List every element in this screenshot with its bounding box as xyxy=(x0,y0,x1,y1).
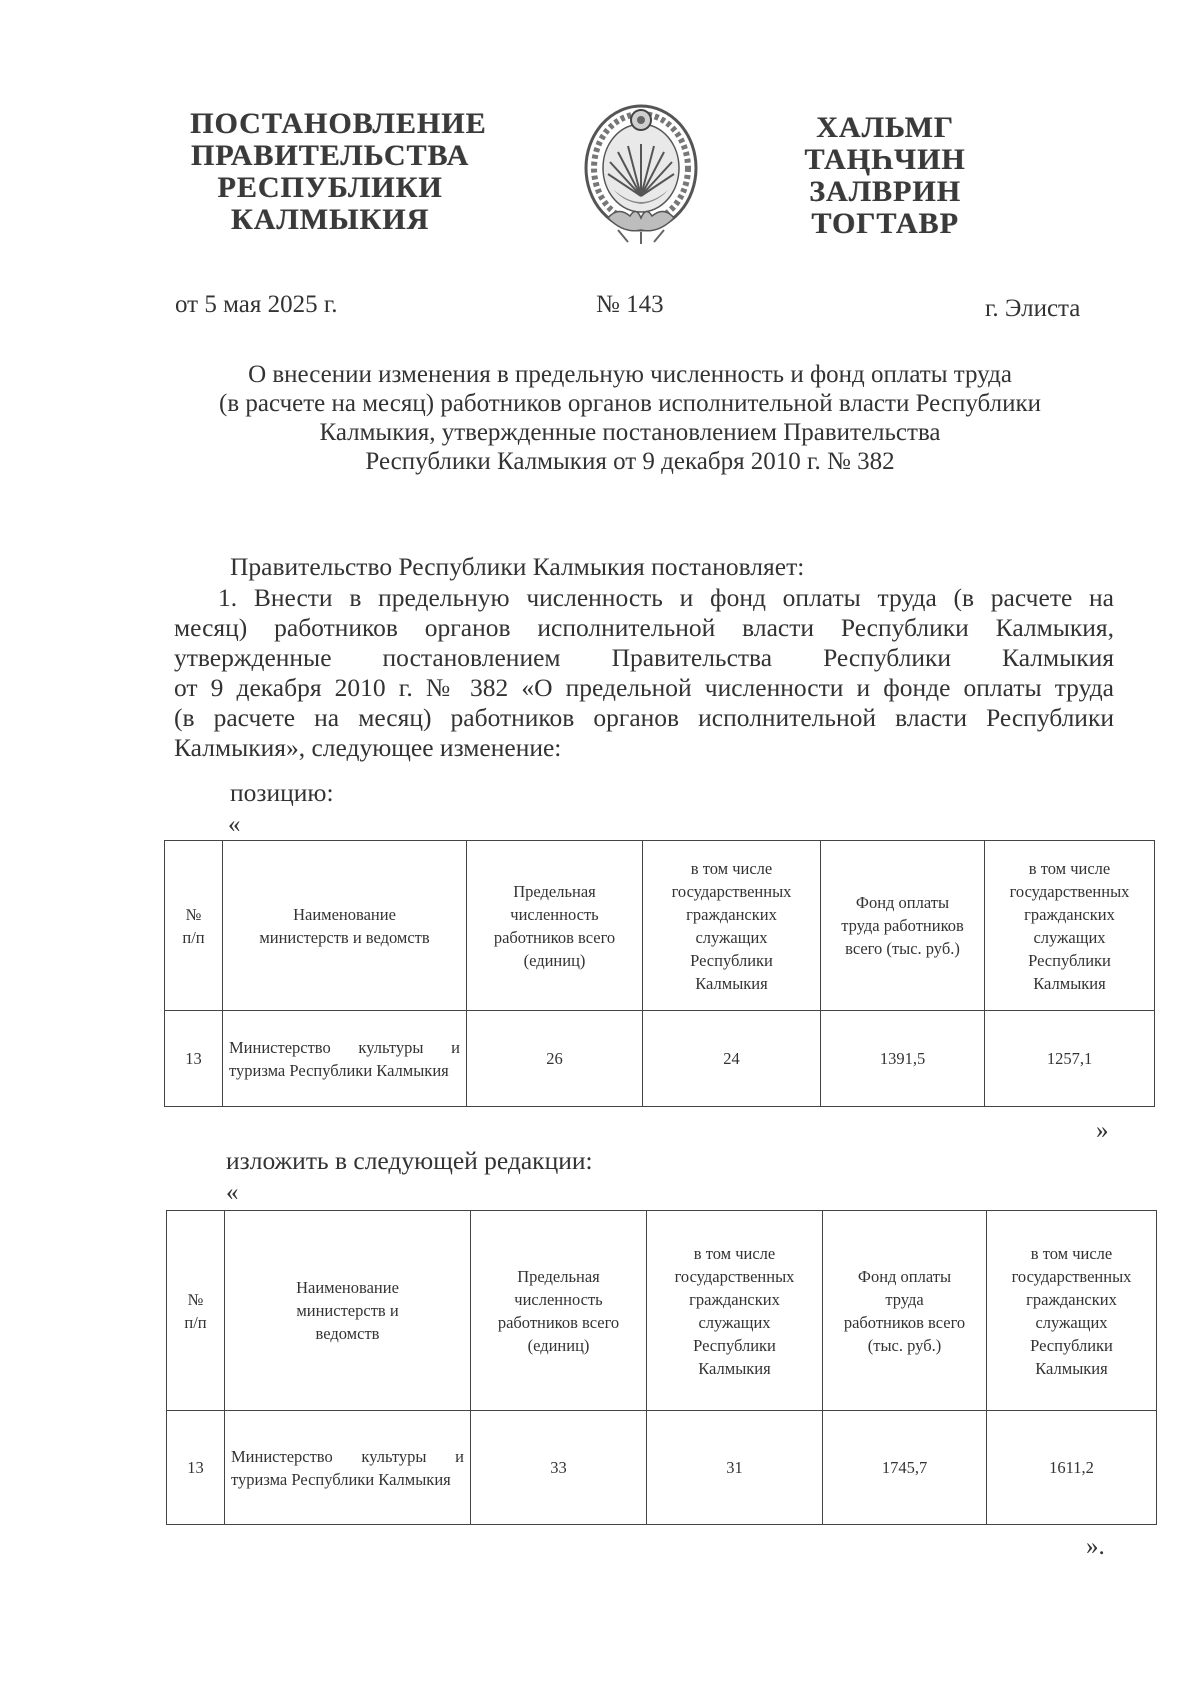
header-left-line: ПОСТАНОВЛЕНИЕ xyxy=(190,107,487,140)
table-row xyxy=(165,1011,1155,1107)
cell-payroll: 1745,7 xyxy=(823,1411,987,1525)
close-quote-1: » xyxy=(1096,1117,1109,1144)
paragraph-line: месяц) работников органов исполнительной власти Республики Калмыкия, xyxy=(174,613,1114,642)
cell-staff-limit: 26 xyxy=(467,1011,643,1107)
cell-payroll: 1391,5 xyxy=(821,1011,985,1107)
paragraph-line: Калмыкия», следующее изменение: xyxy=(174,733,562,762)
paragraph-line: утвержденные постановлением Правительства Республики Калмыкия xyxy=(174,643,1114,672)
document-title xyxy=(150,360,1110,476)
header-cell-payroll: Фонд оплаты труда работников всего (тыс. руб.) xyxy=(823,1211,987,1411)
cell-number: 13 xyxy=(165,1011,223,1107)
table-header-row xyxy=(165,841,1155,1011)
paragraph-line: 1. Внести в предельную численность и фонд оплаты труда (в расчете на xyxy=(218,583,1114,612)
cell-payroll-civil: 1257,1 xyxy=(985,1011,1155,1107)
header-right-line: ЗАЛВРИН xyxy=(809,175,961,208)
table-row xyxy=(167,1411,1157,1525)
cell-civil-servants: 24 xyxy=(643,1011,821,1107)
header-cell-payroll-civil: в том числе государственных гражданских служащих Республики Калмыкия xyxy=(985,841,1155,1011)
title-line: Республики Калмыкия от 9 декабря 2010 г. № 382 xyxy=(365,448,895,475)
title-line: Калмыкия, утвержденные постановлением Правительства xyxy=(319,419,941,446)
table-current-position xyxy=(164,840,1155,1107)
open-quote-1: « xyxy=(228,811,241,838)
cell-payroll-civil: 1611,2 xyxy=(987,1411,1157,1525)
table-header-row xyxy=(167,1211,1157,1411)
header-left-line: КАЛМЫКИЯ xyxy=(230,203,430,236)
header-left-title xyxy=(190,107,487,236)
document-date: от 5 мая 2025 г. xyxy=(175,291,338,318)
open-quote-2: « xyxy=(226,1179,239,1206)
header-right-line: ХАЛЬМГ xyxy=(816,111,954,144)
close-quote-2: ». xyxy=(1086,1533,1105,1560)
header-cell-payroll: Фонд оплаты труда работников всего (тыс. руб.) xyxy=(821,841,985,1011)
header-cell-number: № п/п xyxy=(165,841,223,1011)
intro-text: Правительство Республики Калмыкия постановляет: xyxy=(230,552,805,581)
cell-ministry-name: Министерство культуры и туризма Республики Калмыкия xyxy=(225,1411,471,1525)
header-cell-name: Наименование министерств и ведомств xyxy=(223,841,467,1011)
cell-ministry-name: Министерство культуры и туризма Республики Калмыкия xyxy=(223,1011,467,1107)
position-label: позицию: xyxy=(230,778,334,807)
document-city: г. Элиста xyxy=(985,295,1081,322)
cell-number: 13 xyxy=(167,1411,225,1525)
paragraph-line: от 9 декабря 2010 г. № 382 «О предельной численности и фонде оплаты труда xyxy=(174,673,1114,702)
cell-civil-servants: 31 xyxy=(647,1411,823,1525)
header-left-line: ПРАВИТЕЛЬСТВА xyxy=(190,139,470,172)
title-line: О внесении изменения в предельную численность и фонд оплаты труда xyxy=(248,361,1012,388)
header-right-line: ТОГТАВР xyxy=(811,207,959,240)
header-cell-payroll-civil: в том числе государственных гражданских служащих Республики Калмыкия xyxy=(987,1211,1157,1411)
replace-label: изложить в следующей редакции: xyxy=(226,1146,593,1175)
paragraph-1 xyxy=(174,583,1114,763)
title-line: (в расчете на месяц) работников органов исполнительной власти Республики xyxy=(219,390,1041,417)
cell-staff-limit: 33 xyxy=(471,1411,647,1525)
header-right-line: ТАҢҺЧИН xyxy=(804,143,966,176)
header-cell-staff-limit: Предельная численность работников всего (единиц) xyxy=(471,1211,647,1411)
paragraph-line: (в расчете на месяц) работников органов исполнительной власти Республики xyxy=(174,703,1114,732)
header-cell-civil-servants: в том числе государственных гражданских служащих Республики Калмыкия xyxy=(647,1211,823,1411)
document-number: № 143 xyxy=(596,291,664,318)
kalmykia-coat-of-arms-icon xyxy=(578,98,704,248)
header-cell-name: Наименование министерств и ведомств xyxy=(225,1211,471,1411)
table-new-position xyxy=(166,1210,1157,1525)
header-cell-number: № п/п xyxy=(167,1211,225,1411)
header-left-line: РЕСПУБЛИКИ xyxy=(217,171,443,204)
header-cell-civil-servants: в том числе государственных гражданских служащих Республики Калмыкия xyxy=(643,841,821,1011)
header-cell-staff-limit: Предельная численность работников всего (единиц) xyxy=(467,841,643,1011)
header-right-title xyxy=(800,112,970,240)
